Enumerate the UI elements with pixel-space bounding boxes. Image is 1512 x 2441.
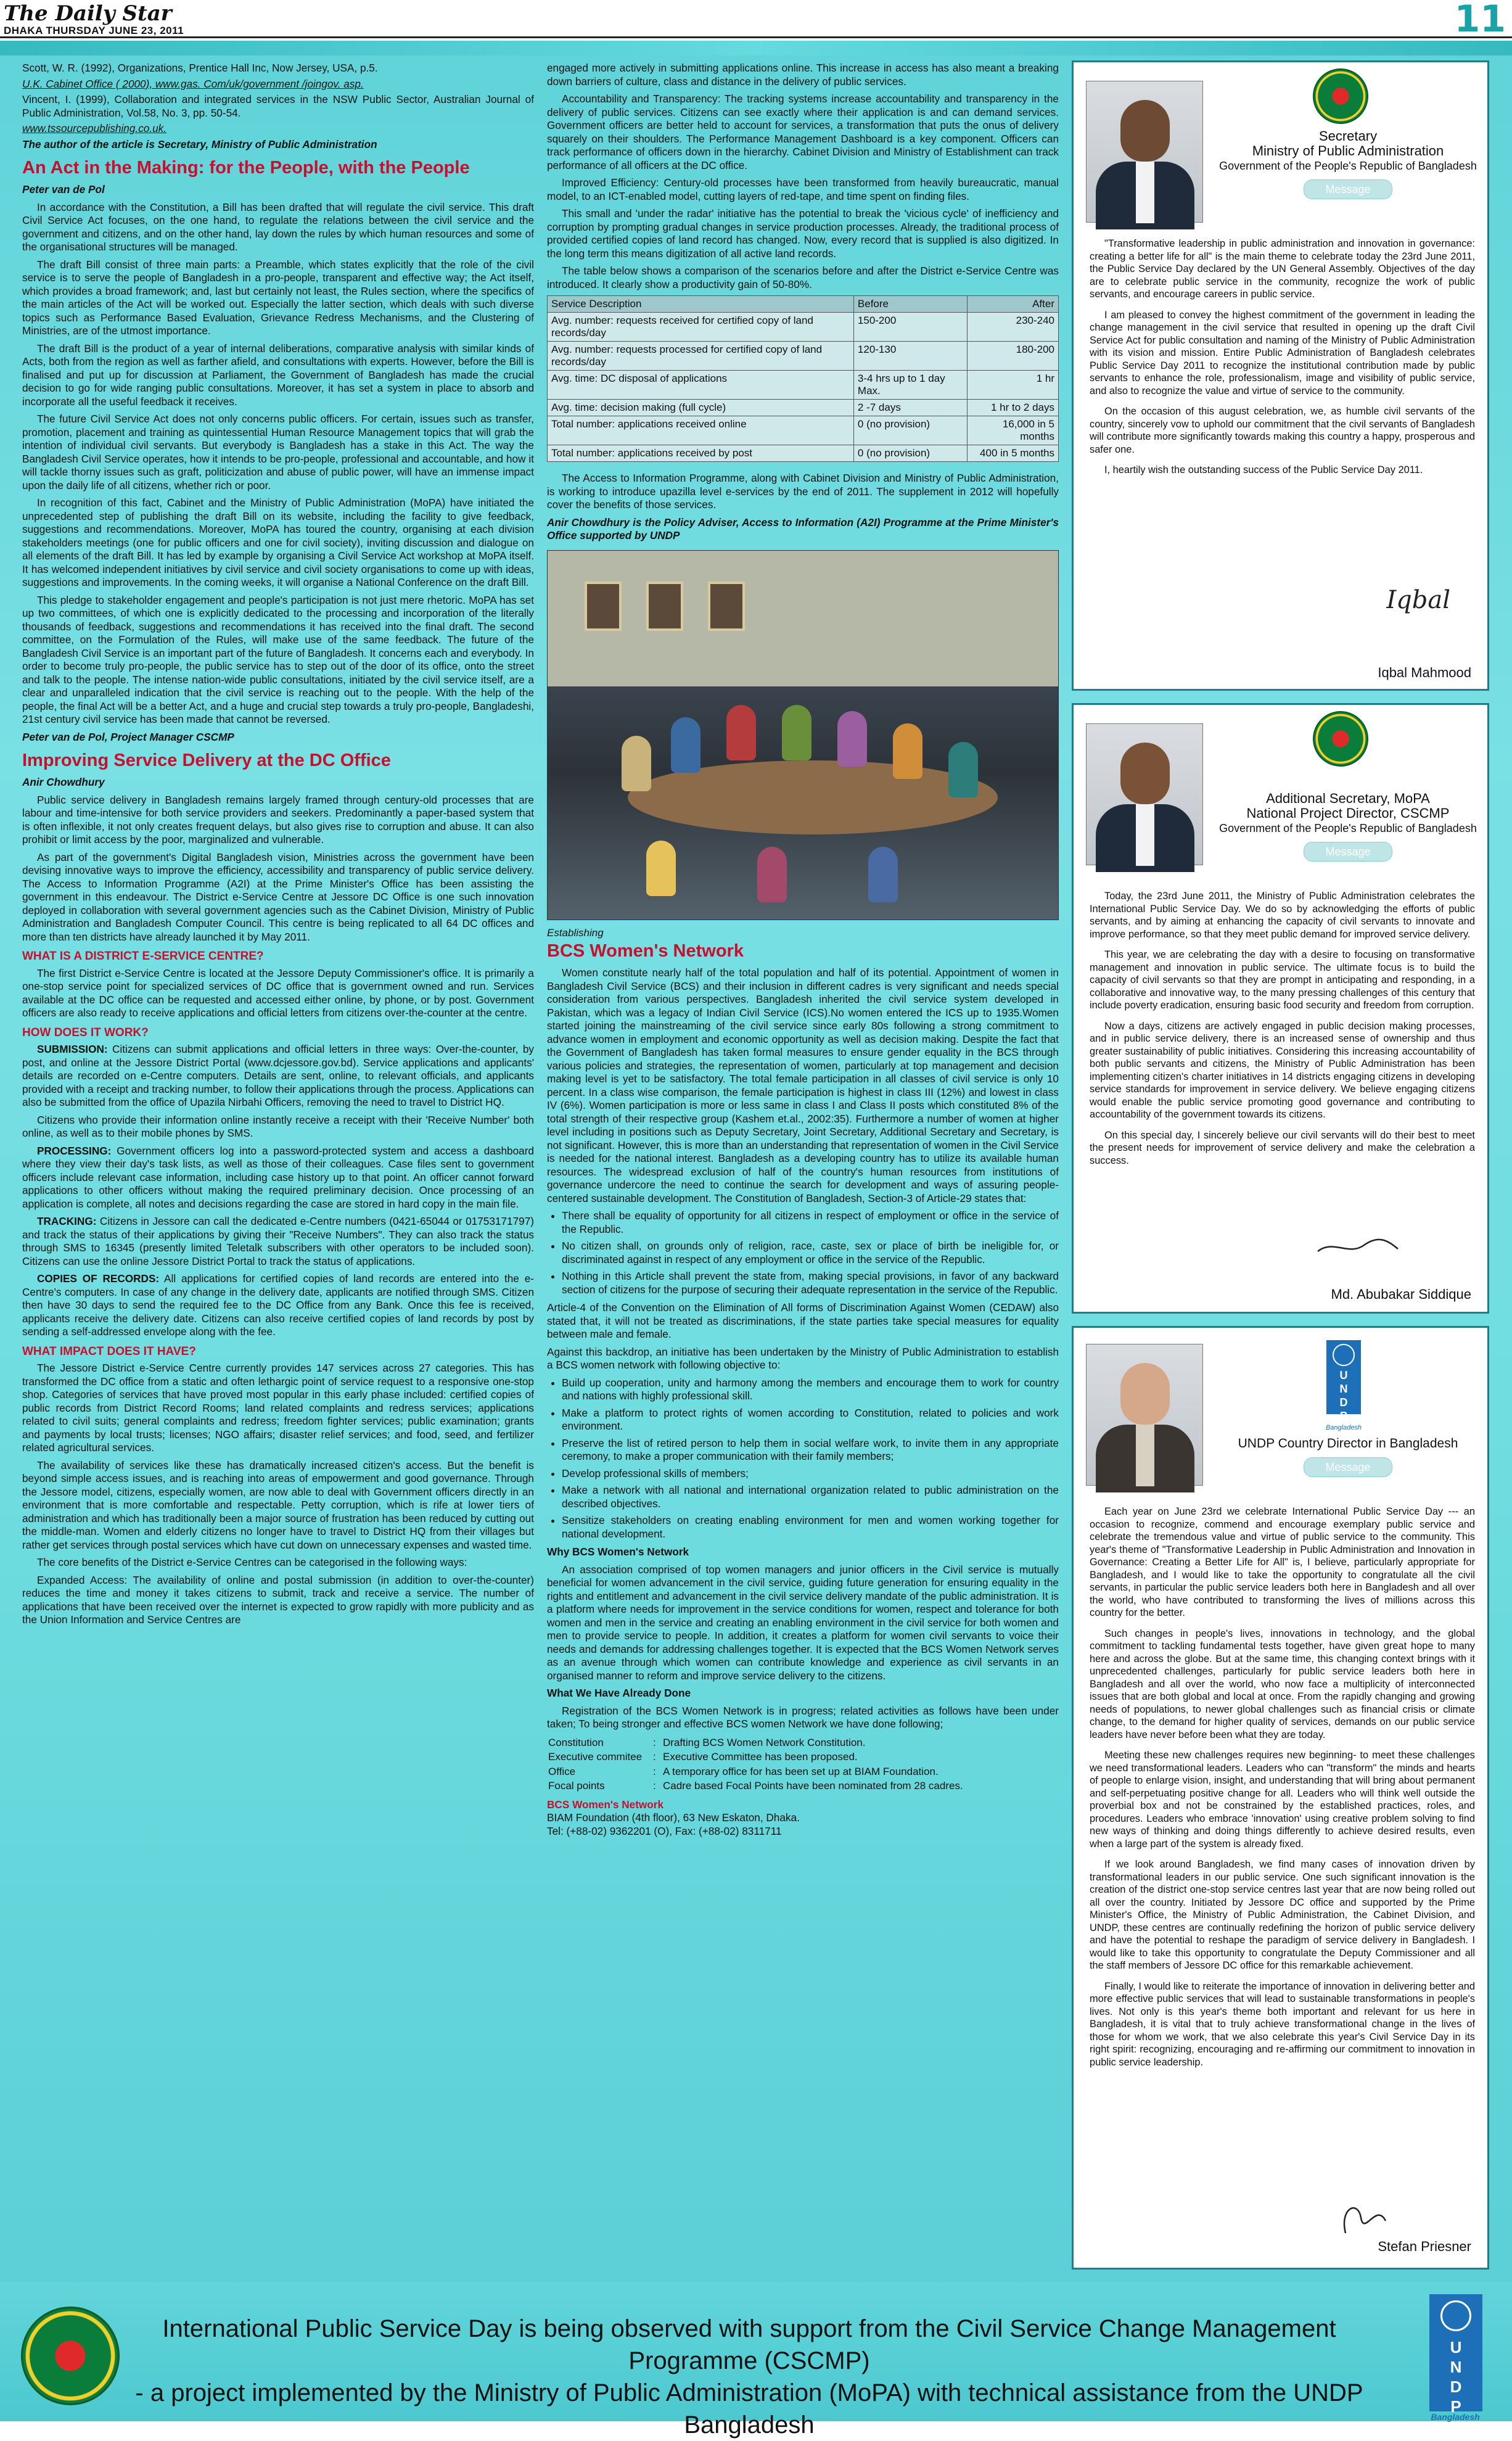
message-paragraph: Today, the 23rd June 2011, the Ministry of Public Administration celebrates the International Public Service Day. We do so by acknowledging the efforts of public servants, and by aiming at enhancing the capacity of civil servants to innovate and improve performance, so that they meet public demand for improved service delivery. <box>1090 891 1475 940</box>
un-globe-icon <box>1440 2300 1471 2331</box>
message-header <box>1074 1328 1487 1500</box>
undp-letter: N <box>1450 2358 1462 2376</box>
portrait-head <box>1120 100 1170 162</box>
list-item: • There shall be equality of opportunity for all citizens in respect of employment or office in the service of the Republic. <box>562 1209 1059 1236</box>
author-note: Anir Chowdhury is the Policy Adviser, Access to Information (A2I) Programme at the Prime Minister's Office supported by UNDP <box>547 516 1059 541</box>
table-header: Service Description <box>548 296 854 313</box>
list-item: • Preserve the list of retired person to help them in social welfare work, to invite them in any appropriate ceremony, to make a proper communication with their family members; <box>562 1437 1059 1463</box>
table-cell: A temporary office for has been set up at BIAM Foundation. <box>663 1765 939 1777</box>
article-paragraph: The draft Bill is the product of a year of internal deliberations, comparative analysis with similar kinds of Acts, both from the region as well as farther afield, and consultations with experts. However, before the Bill is finalised and put up for discussion at Parliament, the Government of Bangladesh has made the crucial decision to go for wide ranging public consultations. Moreover, it has set a system in place to absorb and incorporate all the useful feedback it receives. <box>22 342 534 408</box>
message-paragraph: On this special day, I sincerely believe our civil servants will do their best to meet the present needs for improvement of service delivery and make the celebration a success. <box>1090 1129 1475 1166</box>
table-row <box>548 313 1059 342</box>
footer-line: International Public Service Day is being observed with support from the Civil Service Change Management Programme (CSCMP) <box>162 2315 1336 2374</box>
message-paragraph: This year, we are celebrating the day with a desire to focusing on transformative management and innovation in public service. The ultimate focus is to build the capacity of civil servants so that they are prompt in anticipating and responding, in a collaborative and innovative way, to the many pressing challenges of this century that include poverty eradication, ensuring basic food security and freedom from corruption. <box>1090 949 1475 1011</box>
paragraph-text: Citizens in Jessore can call the dedicated e-Centre numbers (0421-65044 or 01753171797) and track the status of their applications by giving their "Receive Numbers". They can also track the status through SMS to 16345 (presently limited Teletalk subscribers with other operators to be included soon). Citizens can use the online Jessore District Portal to track the status of applications. <box>22 1215 534 1267</box>
bullet-list <box>547 1377 1059 1541</box>
portrait-shirt <box>1136 804 1154 866</box>
message-paragraph: Such changes in people's lives, innovations in technology, and the global commitment to tackling fundamental tests together, have given great hope to many here and across the globe. But at the same time, this changing context brings with it unprecedented challenges, particularly for public service leaders both here in Bangladesh and all over the world, who now face a multiplicity of interconnected issues that are both global and local at once. From the rapidly changing and growing needs of populations, to newer global challenges such as financial crisis or climate change, to the demand for higher quality of services, demands on our public service leaders have never before been what they are today. <box>1090 1628 1475 1740</box>
message-box-secretary <box>1072 60 1489 691</box>
table-row <box>548 342 1059 371</box>
article-paragraph: The future Civil Service Act does not only concerns public officers. For certain, issues such as transfer, promotion, placement and training as quintessential Human Resource Management topics that will grab the intention of individual civil servants. But everybody is Bangladesh has a stake in this Act. The way the Bangladesh Civil Service operates, how it intends to be pro-people, professional and accountable, and how it will tackle thorny issues such as graft, politicization and abuse of public power, will have an immense impact upon the daily life of all citizens, whether rich or poor. <box>22 413 534 492</box>
article-paragraph: The core benefits of the District e-Service Centres can be categorised in the following ways: <box>37 1556 467 1568</box>
undp-letter: P <box>1339 1410 1347 1422</box>
table-cell: 230-240 <box>968 313 1059 342</box>
article-paragraph: An association comprised of top women managers and junior officers in the Civil service is mutually beneficial for women advancement in the civil service, guiding future generation for ensuring equality in the rights and entitlement and advancement in the civil service delivery mandate of the public administration. It is a platform where needs for improvement in the service conditions for women, respect and tolerance for both women and men in the service and creating an enabling environment in the civil service for both women and men to provide service to people. In addition, it creates a platform for women civil servants to voice their needs and demands for addressing challenges together. It is expected that the BCS Women Network serves as an avenue through which women can contribute knowledge and experience as civil servants in an organised manner to reform and improve service delivery to the citizens. <box>547 1563 1059 1682</box>
table-row <box>548 416 1059 445</box>
article-paragraph: The availability of services like these has dramatically increased citizen's access. But the benefit is beyond simple access issues, and is reaching into areas of empowerment and good governance. Through the Jessore model, citizens, especially women, are now able to deal with Government officers directly in an environment that is more comfortable and respectable. Petty corruption, which is rife at lower tiers of administration and which has traditionally been a major source of frustration has been reduced by cutting out the middle-man. Women and elderly citizens no longer have to travel to District HQ from their villages but rather get services through postal services which have cut down on unnecessary expenses and wasted time. <box>22 1459 534 1551</box>
photo-participant <box>622 736 651 791</box>
table-cell: Avg. time: DC disposal of applications <box>548 371 854 400</box>
article-paragraph: The Jessore District e-Service Centre currently provides 147 services across 27 categories. This has transformed the DC office from a static and often lethargic point of service request to a responsive one-stop shop. Categories of services that have proved most popular in this early phase included: certified copies of public records from District Record Rooms; land related complaints and redress services; applications related to civil suits; general complaints and redress; freedom fighter services; public examination; grants and payments by local trusts; licenses; NGO affairs; disaster relief services; and food, seed, and fertilizer related agricultural services. <box>22 1362 534 1454</box>
message-paragraph: Meeting these new challenges requires new beginning- to meet these challenges we need transformational leaders. Leaders who can "transform" the minds and hearts of people to enlarge vision, insight, and understanding that will bring about permanent and self-perpetuating positive change for all. Leaders who will think well outside the proverbial box and not be constrained by the established practices, roles, and procedures. Leaders who embrace 'innovation' using creative problem solving to find new ways of thinking and doing things differently to achieve desired results, even when a large part of the system is already fixed. <box>1090 1750 1475 1850</box>
photo-wall <box>548 551 1058 686</box>
undp-logo-label: Bangladesh <box>1325 1424 1362 1431</box>
reference <box>22 122 534 136</box>
list-item: • Sensitize stakeholders on creating enabling environment for men and women working together for national development. <box>562 1514 1059 1541</box>
message-title-block <box>1215 1436 1481 1477</box>
article-paragraph <box>22 1215 534 1268</box>
reference-link[interactable]: U.K. Cabinet Office ( 2000), www.gas. Com/uk/government /joingov. asp. <box>22 77 364 90</box>
message-title: Additional Secretary, MoPA <box>1266 791 1430 806</box>
message-box-undp <box>1072 1326 1489 2270</box>
message-paragraph: If we look around Bangladesh, we find many cases of innovation driven by transformational leaders in our public service. One such significant innovation is the creation of the district one-stop service centres last year that are now being rolled out all over the country. Initiated by Jessore DC office and supported by the Prime Minister's Office, the Ministry of Public Administration, the Cabinet Division, and UNDP, these centres are continually redefining the horizon of public service delivery and have the potential to reshape the paradigm of service delivery in Bangladesh. I would like to take this opportunity to congratulate the Deputy Commissioner and all the staff members of Jessore DC office for this remarkable achievement. <box>1090 1859 1475 1971</box>
section-subheading: WHAT IS A DISTRICT E-SERVICE CENTRE? <box>22 950 264 963</box>
table-cell: Constitution <box>548 1736 604 1748</box>
portrait-photo <box>1086 723 1203 865</box>
article-paragraph: This small and 'under the radar' initiative has the potential to break the 'vicious cycle' of inefficiency and corruption by prompting gradual changes in service production processes. Already, the traditional process of provided certified copies of land record has changed. Now, every record that is supplied is also digitized. In the long term this means digitization of all active land records. <box>547 207 1059 260</box>
table-cell: 180-200 <box>968 342 1059 371</box>
un-globe-icon <box>1333 1344 1355 1366</box>
table-cell: 0 (no provision) <box>853 416 967 445</box>
photo-participant <box>726 705 756 760</box>
paragraph-text: Citizens can submit applications and official letters in three ways: Over-the-counter, by post, and online at the Jessore District Portal (www.dcjessore.gov.bd). Service applications and applicants' details are recorded on e-Centre computers. Details are sent, online, to relevant officials, and applicants provided with a receipt and tracking number, to follow their applications through the process. Applications can also be submitted from the office of Upazila Nirbahi Officers, removing the need to travel to District HQ. <box>22 1043 534 1108</box>
article-headline: An Act in the Making: for the People, with the People <box>22 158 470 178</box>
message-label: Message <box>1304 179 1392 199</box>
table-cell: Total number: applications received online <box>548 416 854 445</box>
table-row <box>547 1750 1059 1764</box>
article-headline: Improving Service Delivery at the DC Office <box>22 751 391 770</box>
lead-in: COPIES OF RECORDS: <box>37 1272 160 1285</box>
footer-banner <box>0 2282 1512 2439</box>
bangladesh-emblem-icon <box>21 2307 120 2405</box>
table-cell: Focal points <box>548 1780 605 1792</box>
undp-logo-icon <box>1326 1340 1361 1422</box>
article-paragraph: Public service delivery in Bangladesh remains largely framed through century-old processes that are labour and time-intensive for both service providers and seekers. Predominantly a paper-based system that is often inflexible, it not only creates frequent delays, but also gives rise to corruption and abuse. It can also prohibit or limit access by the poor, marginalized and vulnerable. <box>22 793 534 846</box>
lead-in: SUBMISSION: <box>37 1043 108 1055</box>
undp-letter: U <box>1450 2338 1462 2357</box>
service-comparison-table <box>547 295 1059 462</box>
table-cell: Drafting BCS Women Network Constitution. <box>663 1736 866 1748</box>
message-paragraph: I, heartily wish the outstanding success of the Public Service Day 2011. <box>1104 464 1423 475</box>
table-header-row <box>548 296 1059 313</box>
message-body <box>1090 890 1475 1175</box>
photo-participant <box>646 841 676 896</box>
bangladesh-emblem-icon <box>1313 68 1368 124</box>
undp-letter: N <box>1339 1383 1348 1395</box>
photo-participant <box>757 847 787 902</box>
signer-name: Stefan Priesner <box>1378 2239 1471 2254</box>
article-paragraph <box>22 1043 534 1109</box>
article-paragraph: Registration of the BCS Women Network is in progress; related activities as follows have been under taken; To being stronger and effective BCS women Network we have done following; <box>547 1704 1059 1730</box>
article-paragraph: This pledge to stakeholder engagement and people's participation is not just mere rhetoric. MoPA has set up two committees, of which one is explicitly dedicated to the processing and incorporation of the literally thousands of feedback, suggestions and recommendations it has received into the final draft. The second committee, on the Formulation of the Rules, will make use of the same feedback. The future of the Bangladesh Civil Service is an important part of the future of Bangladesh. It concerns each and everybody. In order to become truly pro-people, the public service has to step out of the door of its office, onto the street and talk to the people. The intense nation-wide public consultations, initiated by the civil service itself, are a clear and unparalleled indication that the civil service is reaching out to the people. With the help of the people, the final Act will be a better Act, and a huge and crucial step towards a truly pro-people, Bangladeshi, 21st century civil service has been made that cannot be reversed. <box>22 593 534 725</box>
table-cell: : <box>653 1780 656 1792</box>
portrait-photo <box>1086 1344 1203 1486</box>
undp-letter: U <box>1339 1369 1348 1381</box>
table-row <box>548 400 1059 416</box>
table-cell: 1 hr to 2 days <box>968 400 1059 416</box>
photo-participant <box>837 711 867 767</box>
masthead <box>0 0 1512 41</box>
article-paragraph <box>22 1114 534 1140</box>
message-body <box>1090 1505 1475 2077</box>
signature-icon: Iqbal <box>1386 586 1450 614</box>
table-cell: 2 -7 days <box>853 400 967 416</box>
message-title-block <box>1215 791 1481 862</box>
message-paragraph: Each year on June 23rd we celebrate International Public Service Day --- an occasion to recognize, commend and encourage exemplary public service and celebrate the tremendous value and virtue of public service to the community. This year's theme of "Transformative Leadership in Public Administration and Innovation in Governance: Creating a Better Life for All" is, I believe, particularly appropriate for Bangladesh, and I would like to take the opportunity to congratulate all the civil servants, in particular the public service leaders both here in Bangladesh and all over the world, who have contributed to transforming the lives of millions across this country for the better. <box>1090 1506 1475 1618</box>
undp-letter: D <box>1339 1396 1348 1409</box>
article-paragraph: Expanded Access: The availability of online and postal submission (in addition to over-the-counter) reduces the time and money it takes citizens to submit, track and receive a service. The number of applications that have been received over the internet is expected to grow rapidly with more publicity and as the Union Information and Service Centres are <box>22 1573 534 1626</box>
article-paragraph: Improved Efficiency: Century-old processes have been transformed from heavily bureaucratic, manual model, to an ICT-enabled model, cutting layers of red-tape, and time spent on finding files. <box>547 176 1059 202</box>
message-paragraph: I am pleased to convey the highest commitment of the government in leading the change management in the civil service that resulted in opening up the draft Civil Service Act for public consultation and naming of the Ministry of Public Administration with its vision and mission. Entire Public Administration of Bangladesh celebrates Public Service Day 2011 to recognize the institutional contribution made by public servants to enhance the role, professionalism, image and visibility of public service, and also to recognize the value and virtue of service to the community. <box>1090 309 1475 397</box>
reference: Scott, W. R. (1992), Organizations, Prentice Hall Inc, Now Jersey, USA, p.5. <box>22 62 378 74</box>
table-row <box>547 1779 1059 1793</box>
photo-portrait-frame <box>708 582 745 631</box>
portrait-shirt <box>1136 1425 1154 1486</box>
article-byline: Peter van de Pol <box>22 183 105 196</box>
portrait-head <box>1120 743 1170 804</box>
reference <box>22 78 534 91</box>
photo-participant <box>948 742 978 797</box>
table-cell: 0 (no provision) <box>853 445 967 462</box>
message-label: Message <box>1304 1457 1392 1477</box>
footer-line: - a project implemented by the Ministry of Public Administration (MoPA) with technical assistance from the UNDP Bangladesh <box>135 2379 1363 2439</box>
photo-portrait-frame <box>646 582 683 631</box>
article-paragraph: Against this backdrop, an initiative has been undertaken by the Ministry of Public Administration to establish a BCS women network with following objective to: <box>547 1345 1059 1371</box>
article-paragraph: Accountability and Transparency: The tracking systems increase accountability and transparency in the delivery of public services. Citizens can see exactly where their application is and can demand services. Government officers are better held to account for services, a transformation that puts the onus of delivery squarely on their shoulders. The Performance Management Dashboard is a key component. Officers can track performance of officers down in the hierarchy. Cabinet Division and Ministry of Establishment can track performance of all officers at the DC office. <box>547 93 1059 171</box>
message-paragraph: Now a days, citizens are actively engaged in public decision making processes, and in public service delivery, there is an increased sense of ownership and thus greater sustainability of public initiatives. Considering this increasing accountability of both public servants and citizens, the Ministry of Public Administration has been implementing citizen's charter initiatives in 14 districts engaging citizens in developing service standards for improvement in service delivery. We believe engaging citizens would enable the public service promoting good governance and contributing to accountability of the government towards its citizens. <box>1090 1020 1475 1120</box>
signer-name: Iqbal Mahmood <box>1378 665 1471 680</box>
photo-participant <box>782 705 811 760</box>
footer-text <box>129 2313 1369 2441</box>
page-number: 11 <box>1454 0 1506 41</box>
table-cell: Office <box>548 1765 576 1777</box>
signature-icon <box>1315 1234 1401 1259</box>
article-paragraph: As part of the government's Digital Bangladesh vision, Ministries across the government have been devising innovative ways to improve the efficiency, accessibility and transparency of public service delivery. The Access to Information Programme (A2I) at the Prime Minister's Office has been assisting the government in this endeavour. The District e-Service Centre at Jessore DC Office is one such innovation deployed in collaboration with several government agencies such as the Cabinet Division, Ministry of Public Administration and Bangladesh Computer Council. This centre is being replicated to all 64 DC offices and more than ten districts have already launched it by May 2011. <box>22 850 534 943</box>
article-paragraph <box>22 1272 534 1339</box>
signature-icon <box>1333 2196 1395 2239</box>
author-note: Peter van de Pol, Project Manager CSCMP <box>22 730 234 743</box>
section-subheading: Why BCS Women's Network <box>547 1546 689 1558</box>
photo-portrait-frame <box>585 582 622 631</box>
contact-address: BIAM Foundation (4th floor), 63 New Eskaton, Dhaka. <box>547 1811 800 1824</box>
list-item: • Make a network with all national and international organization related to public administration on the described objectives. <box>562 1484 1059 1510</box>
column-middle <box>547 62 1059 1842</box>
paragraph-text: Citizens who provide their information online instantly receive a receipt with their 'Receive Number' both online, as well as to their mobile phones by SMS. <box>22 1113 534 1139</box>
signer-name: Md. Abubakar Siddique <box>1331 1286 1471 1302</box>
undp-letter: P <box>1450 2397 1461 2416</box>
contact-phone: Tel: (+88-02) 9362201 (O), Fax: (+88-02) 8311711 <box>547 1824 782 1837</box>
paragraph-text: All applications for certified copies of land records are entered into the e-Centre's computers. In case of any change in the delivery date, applicants are notified through SMS. Citizen then have 30 days to send the required fee to the DC Office from any Bank. Once this fee is received, applicants receive the delivery date. Citizens can also receive certified copies of land records by post by sending a self-addressed envelope along with the fee. <box>22 1272 534 1338</box>
section-subheading: What We Have Already Done <box>547 1687 691 1699</box>
lead-in: PROCESSING: <box>37 1144 112 1157</box>
paper-name: The Daily Star <box>4 1 172 26</box>
table-header: After <box>968 296 1059 313</box>
table-row <box>548 371 1059 400</box>
portrait-shirt <box>1136 162 1154 223</box>
table-cell: 150-200 <box>853 313 967 342</box>
undp-logo-label: Bangladesh <box>1431 2412 1480 2422</box>
message-body <box>1090 237 1475 485</box>
article-byline: Anir Chowdhury <box>22 776 105 788</box>
list-item: • Nothing in this Article shall prevent the state from, making special provisions, in favor of any backward section of citizens for the purpose of securing their adequate representation in the service of the Republic. <box>562 1270 1059 1296</box>
list-item: • Develop professional skills of members; <box>562 1467 1059 1481</box>
message-subtitle: Ministry of Public Administration <box>1252 143 1444 158</box>
table-cell: 120-130 <box>853 342 967 371</box>
table-cell: 1 hr <box>968 371 1059 400</box>
message-title: UNDP Country Director in Bangladesh <box>1238 1436 1458 1451</box>
portrait-head <box>1120 1363 1170 1425</box>
author-note: The author of the article is Secretary, Ministry of Public Administration <box>22 138 377 150</box>
message-header <box>1074 705 1487 878</box>
list-item: • No citizen shall, on grounds only of religion, race, caste, sex or place of birth be ineligible for, or discriminated against in respect of any employment or office in the service of the Republic. <box>562 1240 1059 1266</box>
message-title-block <box>1215 129 1481 199</box>
bangladesh-emblem-icon <box>1313 711 1368 767</box>
undp-logo-icon <box>1429 2294 1482 2416</box>
table-cell: : <box>653 1751 656 1763</box>
paragraph-text: Government officers log into a password-protected system and access a dashboard where they view their day's task lists, as well as those of their colleagues. Case files sent to government officers include relevant case information, including case history up to that point. An officer cannot forward applications to other officers without making the required preliminary decision. Once processing of an application is complete, all notes and decisions regarding the case are stored in hard copy in the main file. <box>22 1144 534 1210</box>
message-header <box>1074 62 1487 235</box>
table-cell: Avg. number: requests received for certified copy of land records/day <box>548 313 854 342</box>
message-org: Government of the People's Republic of Bangladesh <box>1219 160 1477 172</box>
list-item: • Make a platform to protect rights of women according to Constitution, related to policies and work environment. <box>562 1407 1059 1433</box>
bullet-list <box>547 1209 1059 1296</box>
meeting-photo <box>547 550 1059 920</box>
article-paragraph: Women constitute nearly half of the total population and half of its potential. Appointment of women in Bangladesh Civil Service (BCS) and their inclusion in different cadres is very significant and needs special consideration from various perspectives. Bangladesh inherited the civil service system developed in Pakistan, which was a legacy of Indian Civil Service (ICS).No women entered the ICS up to 1935.Women started joining the mainstreaming of the civil service since early 80s following a strong commitment to advance women in employment and economic opportunity as well as decision making. Despite the fact that the Government of Bangladesh has taken formal measures to ensure gender equality in the BCS through various policies and strategies, the representation of women, particularly at top management and decision making level is yet to be satisfactory. The total female participation in all classes of civil service is only 10 percent. In a class wise comparison, the female participation is highest in class III (12%) and lowest in class IV (6%). Women participation is more or less same in class I and Class II posts which constituted 8% of the total strength of their respective group (Kashem et.al., 2002:35). Furthermore a number of women at higher level including in positions such as Deputy Secretary, Joint Secretary, Additional Secretary and Secretary, is not significant. However, this is more than an understanding that representation of women in the Civil Service is needed for the national interest. Bangladesh as a developing country has to utilize its available human resources. The widespread exclusion of half of the country's human resources from institutions of governance undercore the need to continue the search for development and ways of assuring people-centered sustainable development. The Constitution of Bangladesh, Section-3 of Article-29 states that: <box>547 966 1059 1204</box>
table-cell: 16,000 in 5 months <box>968 416 1059 445</box>
article-paragraph: The Access to Information Programme, along with Cabinet Division and Ministry of Public Administration, is working to introduce upazilla level e-services by the end of 2011. The supplement in 2012 will hopefully cover the benefits of those services. <box>547 472 1059 511</box>
section-tag: Establishing <box>547 926 604 939</box>
lead-in: TRACKING: <box>37 1215 97 1227</box>
section-subheading: WHAT IMPACT DOES IT HAVE? <box>22 1344 196 1358</box>
photo-participant <box>868 847 898 902</box>
list-item: • Build up cooperation, unity and harmony among the members and encourage them to work for country and nations with highly professional skill. <box>562 1377 1059 1403</box>
table-cell: Executive commitee <box>548 1751 643 1763</box>
message-paragraph: On the occasion of this august celebration, we, as humble civil servants of the country, sincerely vow to uphold our commitment that the civil servants of Bangladesh will contribute more significantly towards making this country a happy, prosperous and safer one. <box>1090 406 1475 455</box>
table-cell: Total number: applications received by post <box>548 445 854 462</box>
article-headline: BCS Women's Network <box>547 941 744 961</box>
section-subheading: HOW DOES IT WORK? <box>22 1026 149 1039</box>
article-paragraph: engaged more actively in submitting applications online. This increase in access has also meant a breaking down barriers of culture, class and distance in the delivery of public services. <box>547 62 1059 88</box>
message-subtitle: National Project Director, CSCMP <box>1246 805 1450 821</box>
portrait-photo <box>1086 81 1203 223</box>
table-cell: Avg. time: decision making (full cycle) <box>548 400 854 416</box>
article-paragraph <box>22 1145 534 1211</box>
message-label: Message <box>1304 842 1392 862</box>
message-box-additional-secretary <box>1072 703 1489 1314</box>
activities-table <box>547 1735 1059 1793</box>
table-row <box>547 1764 1059 1779</box>
decorative-band <box>0 41 1512 56</box>
undp-letter: D <box>1450 2377 1462 2396</box>
table-cell: Cadre based Focal Points have been nominated from 28 cadres. <box>663 1780 963 1792</box>
dateline: DHAKA THURSDAY JUNE 23, 2011 <box>4 25 184 36</box>
article-paragraph: The first District e-Service Centre is located at the Jessore Deputy Commissioner's office. It is primarily a one-stop service point for specialized services of DC office that is government owned and run. Services available at the DC office can be requested and accessed either online, by phone, or by post. Government officers are also ready to receive applications and official letters from citizens over-the-counter at the centre. <box>22 966 534 1019</box>
contact-heading: BCS Women's Network <box>547 1798 664 1811</box>
photo-participant <box>893 723 922 779</box>
photo-participant <box>671 717 701 773</box>
article-paragraph: The draft Bill consist of three main parts: a Preamble, which states explicitly that the role of the civil service is to serve the people of Bangladesh in a pro-people, transparent and effective way; the Act itself, which provides a broad framework; and, last but certainly not least, the Rules section, where the specifics of the main articles of the Act will be worked out. Especially the latter section, which deals with such diverse topics such as Performance Based Evaluation, Grievance Redress Mechanisms, and the Clustering of Ministries, are of the utmost importance. <box>22 258 534 337</box>
message-title: Secretary <box>1318 128 1378 144</box>
table-cell: 3-4 hrs up to 1 day Max. <box>853 371 967 400</box>
table-header: Before <box>853 296 967 313</box>
table-cell: Avg. number: requests processed for certified copy of land records/day <box>548 342 854 371</box>
article-paragraph: In recognition of this fact, Cabinet and the Ministry of Public Administration (MoPA) have initiated the unprecedented step of publishing the draft Bill on its website, including the facility to give feedback, suggestions and recommendations. Moreover, MoPA has toured the country, organising at each division stakeholders meetings (one for public officers and one for civil society), inviting discussion and dialogue on all elements of the draft Bill. It has led by example by organising a Civil Service Act workshop at MoPA itself. It has welcomed independent initiatives by civil service and civil society organisations to come up with ideas, suggestions and improvements. In the coming weeks, it will organise a National Conference on the draft Bill. <box>22 496 534 588</box>
table-cell: : <box>653 1736 656 1748</box>
article-paragraph: Article-4 of the Convention on the Elimination of All forms of Discrimination Against Women (CEDAW) also stated that, it will not be treated as discriminations, if the state parties take special measures for equality between male and female. <box>547 1301 1059 1340</box>
table-cell: : <box>653 1765 656 1777</box>
article-paragraph: The table below shows a comparison of the scenarios before and after the District e-Service Centre was introduced. It clearly show a productivity gain of 50-80%. <box>547 265 1059 290</box>
table-cell: Executive Committee has been proposed. <box>663 1751 858 1763</box>
reference: Vincent, I. (1999), Collaboration and integrated services in the NSW Public Sector, Australian Journal of Public Administration, Vol.58, No. 3, pp. 50-54. <box>22 93 534 119</box>
table-row <box>548 445 1059 462</box>
article-paragraph: In accordance with the Constitution, a Bill has been drafted that will regulate the civil service. This draft Civil Service Act focuses, on the one hand, to regulate the relations between the civil service and the government and citizens, and on the other hand, lay down the rules by which human resources and some of the organisational structures will be managed. <box>22 200 534 253</box>
message-paragraph: Finally, I would like to reiterate the importance of innovation in delivering better and more effective public services that will lead to sustainable transformations in people's lives. Not only is this year's theme both important and relevant for us here in Bangladesh, it is vital that to truly achieve transformational change in the lives of those for whom we work, that we also celebrate this year's Civil Service Day in its right spirit: recognizing, encouraging and re-affirming our commitment to innovation in public service leadership. <box>1090 1980 1475 2068</box>
column-left <box>22 62 534 1631</box>
reference-link[interactable]: www.tssourcepublishing.co.uk. <box>22 122 167 134</box>
table-cell: 400 in 5 months <box>968 445 1059 462</box>
message-paragraph: "Transformative leadership in public administration and innovation in governance: creating a better life for all" is the main theme to celebrate today the 23rd June 2011, the Public Service Day declared by the UN General Assembly. Objectives of the day are to celebrate public service in the community, recognize the work of public servants, and encourage careers in public service. <box>1090 238 1475 300</box>
message-org: Government of the People's Republic of Bangladesh <box>1219 822 1477 834</box>
table-row <box>547 1735 1059 1750</box>
